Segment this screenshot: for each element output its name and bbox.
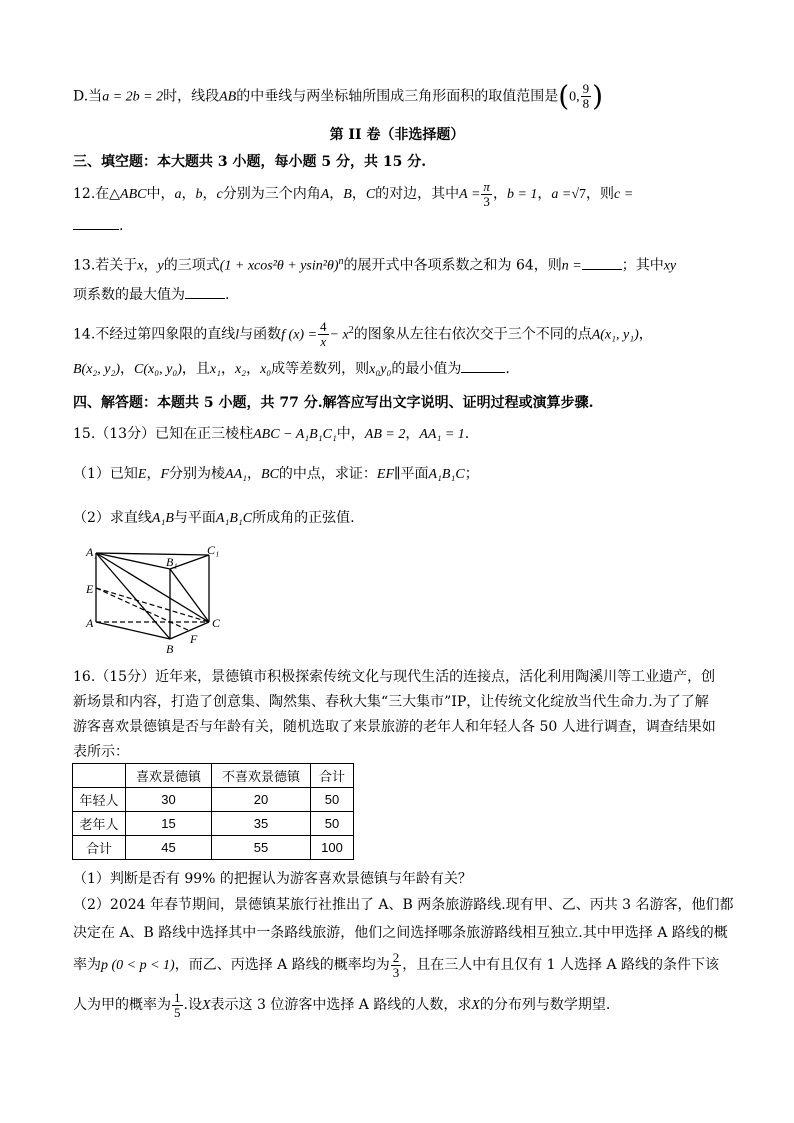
q16-p-range: p (0 < p < 1) [101, 958, 175, 973]
q14-text: 14.不经过第四象限的直线 [73, 326, 236, 343]
q16-two-thirds [391, 951, 402, 980]
q14-point-a: A(x₁, y₁) [591, 327, 639, 343]
q13-expression: (1 + xcos²θ + ysin²θ) [219, 258, 339, 274]
table-cell: 35 [212, 812, 311, 836]
table-row [73, 812, 354, 836]
q14-x0y0: x₀y₀ [369, 362, 392, 377]
q15-ab: AB = 2 [364, 427, 406, 442]
q12-text: ，则 [586, 186, 615, 202]
q14-text: 与函数 [239, 326, 282, 343]
option-d-rest: 的中垂线与两坐标轴所围成三角形面积的取值范围是 [236, 88, 559, 105]
q14-frac [318, 320, 329, 349]
frac-den: 8 [582, 96, 590, 111]
q16-frac-den: 5 [174, 1004, 181, 1020]
option-d-condition: a = 2b = 2 [102, 89, 164, 105]
q16-frac-num: 1 [174, 989, 181, 1005]
q13-exponent: n [338, 256, 344, 267]
table-cell: 30 [126, 788, 212, 812]
q15-part1 [73, 464, 718, 485]
q12-three: 3 [483, 193, 490, 209]
q14-text: ， [120, 361, 135, 377]
q12-angle-a: A [320, 187, 330, 202]
q16-one-fifth [172, 991, 183, 1020]
label-c1: C₁ [207, 545, 220, 557]
q12-text: 12.在 [73, 186, 110, 202]
label-c: C [212, 616, 221, 630]
q14-line2 [73, 358, 718, 380]
table-cell: 年轻人 [73, 788, 126, 812]
survey-table [72, 763, 354, 860]
q14-text: 的图象从左往右依次交于三个不同的点 [353, 326, 592, 343]
label-b: B [166, 642, 174, 656]
q12-triangle: △ABC [109, 187, 147, 202]
q16-text: 率为 [73, 957, 101, 973]
q14-l: l [235, 327, 240, 343]
q14-text: 成等差数列，则 [271, 361, 370, 377]
q13-y: y [157, 258, 164, 274]
interval-left: 0, [569, 89, 580, 105]
label-b1: B₁ [166, 555, 178, 569]
table-header-cell [73, 764, 126, 788]
q16-line4: 表所示： [73, 744, 129, 760]
q16-text: 表示这 3 位游客中选择 A 路线的人数，求 [210, 997, 472, 1013]
label-a: A [86, 616, 94, 630]
table-cell: 50 [311, 788, 354, 812]
q15-aa1: AA₁ = 1 [419, 427, 465, 442]
q14-text: ， [246, 361, 261, 377]
q15-text: ， [146, 466, 161, 482]
q16-line3: 游客喜欢景德镇是否与年龄有关，随机选取了来景旅游的老年人和年轻人各 50 人进行调查，调查结果如 [73, 719, 716, 735]
edge-b1c [170, 569, 209, 622]
q16-text: 的分布列与数学期望. [479, 997, 611, 1013]
q13-text: ；其中 [621, 257, 664, 274]
paren-left: ( [558, 79, 570, 113]
q13-text: 13.若关于 [73, 257, 138, 274]
q12-pi: π [483, 178, 490, 194]
q13-line1 [73, 252, 718, 277]
q12-end: . [119, 218, 124, 234]
edge-ef-hidden [96, 588, 190, 631]
q14-text: ， [638, 326, 653, 343]
q15-text: 与平面 [173, 510, 216, 526]
q12-text: ， [537, 186, 552, 202]
q15-plane2: A₁B₁C [215, 511, 253, 526]
q13-line2 [73, 284, 718, 305]
q13-x: x [137, 258, 144, 274]
q14-x1: x₁ [209, 362, 221, 377]
q12-line1 [73, 178, 718, 211]
q13-text: 的三项式 [163, 257, 220, 274]
q12-angle-c: C [365, 187, 376, 202]
q13-text: 项系数的最大值为 [73, 287, 185, 303]
table-header-cell: 喜欢景德镇 [126, 764, 212, 788]
q12-c-eq: c = [614, 187, 634, 202]
q15-bc: BC [261, 467, 279, 482]
q12-var-c: c [216, 187, 223, 202]
q16-text: .设 [183, 997, 202, 1013]
q12-text: ， [202, 186, 217, 202]
q15-prism: ABC − A₁B₁C₁ [253, 427, 337, 442]
q14-text: ，且 [181, 361, 210, 377]
q16-line1: 16.（15分）近年来，景德镇市积极探索传统文化与现代生活的连接点，活化利用陶溪川等工业遗产，创 [73, 669, 716, 685]
q15-text: 平面 [400, 466, 429, 482]
table-header-cell: 不喜欢景德镇 [212, 764, 311, 788]
q13-end: . [225, 287, 230, 303]
q14-num: 4 [320, 319, 327, 335]
table-cell: 55 [212, 836, 311, 860]
table-header-cell: 合计 [311, 764, 354, 788]
q12-b-eq: b = 1 [506, 187, 538, 202]
table-cell: 100 [311, 836, 354, 860]
q12-text: ， [351, 186, 366, 202]
q14-x2: x₂ [234, 362, 247, 377]
q16-part2-line1: （2）2024 年春节期间，景德镇某旅行社推出了 A、B 两条旅游路线.现有甲、乙、丙共 3 名游客，他们都 [73, 897, 734, 913]
paren-right: ) [592, 79, 604, 113]
q16-text: ，而乙、丙选择 A 路线的概率均为 [174, 957, 390, 973]
edge-a1c1 [96, 553, 209, 555]
q15-text: 15.（13分）已知在正三棱柱 [73, 426, 254, 442]
q15-text: 的中点，求证： [278, 466, 377, 482]
table-cell: 45 [126, 836, 212, 860]
edge-a1c [96, 553, 209, 622]
q14-x0: x₀ [260, 362, 272, 377]
q16-text: 人为甲的概率为 [73, 997, 171, 1013]
q13-n-eq: n = [561, 258, 582, 274]
q14-answer-blank[interactable] [461, 358, 505, 373]
q15-plane: A₁B₁C [428, 467, 465, 482]
q14-f: f (x) = [281, 327, 318, 343]
q16-part2-line4 [73, 990, 718, 1021]
table-cell: 老年人 [73, 812, 126, 836]
prism-figure [84, 545, 234, 657]
q16-line2: 新场景和内容，打造了创意集、陶然集、春秋大集“三大集市”IP，让传统文化绽放当代生命力.为了了解 [73, 694, 709, 710]
q12-a-val: a = [551, 187, 572, 202]
q16-frac-num: 2 [392, 949, 400, 965]
q13-text: 的展开式中各项系数之和为 64，则 [343, 257, 562, 274]
q16-part1: （1）判断是否有 99% 的把握认为游客喜欢景德镇与年龄有关？ [73, 871, 472, 887]
option-d [73, 79, 718, 113]
q15-aa1-edge: AA₁ [225, 467, 248, 482]
table-header-row [73, 764, 354, 788]
option-d-segment: AB [219, 89, 237, 105]
q16-part2-line3 [73, 950, 718, 981]
edge-ec-hidden [96, 588, 209, 622]
q13-blank-2[interactable] [185, 284, 225, 299]
q12-answer-blank[interactable] [73, 215, 119, 230]
option-d-mid: 时，线段 [163, 88, 220, 105]
q15-ef: EF [376, 467, 395, 482]
q15-text: ； [464, 466, 479, 482]
q16-text: ，且在三人中有且仅有 1 人选择 A 路线的条件下该 [402, 957, 720, 973]
q15-part2 [73, 508, 718, 529]
q12-angle-b: B [343, 187, 352, 202]
q12-text: ， [181, 186, 196, 202]
q14-end: . [505, 361, 510, 377]
q14-point-c: C(x₀, y₀) [134, 362, 182, 377]
part2-title: 第 II 卷（非选择题） [329, 127, 465, 143]
q14-text: ， [220, 361, 235, 377]
q16-frac-den: 3 [392, 964, 400, 980]
q15-f: F [160, 467, 170, 482]
option-d-prefix: D.当 [73, 88, 103, 105]
q12-a-eq: A = [459, 187, 481, 202]
q12-text: 分别为三个内角 [222, 186, 321, 202]
frac-num: 9 [582, 81, 590, 96]
q12-text: ， [492, 186, 507, 202]
q15-text: . [464, 426, 470, 442]
q13-xy: xy [663, 258, 677, 274]
q14-point-b: B(x₂, y₂) [73, 362, 121, 377]
q12-sqrt7: √7 [571, 187, 587, 202]
q12-var-a: a [174, 187, 182, 202]
q16-x: X [201, 998, 211, 1013]
q15-head [73, 424, 718, 445]
q14-sup: 2 [348, 325, 354, 336]
q15-e: E [137, 467, 147, 482]
table-cell: 50 [311, 812, 354, 836]
interval-fraction [581, 82, 592, 111]
q15-text: 所成角的正弦值. [252, 510, 355, 526]
q12-text: 中， [146, 186, 175, 202]
q14-text: 的最小值为 [391, 361, 462, 377]
table-row [73, 788, 354, 812]
q12-var-b: b [195, 187, 203, 202]
q15-text: 中， [336, 426, 365, 442]
edge-a1b [96, 553, 170, 639]
q13-text: ， [143, 257, 158, 274]
q16-part2-line2: 决定在 A、B 路线中选择其中一条路线旅游，他们之间选择哪条旅游路线相互独立.其中甲选择 A 路线的概 [73, 925, 728, 941]
q12-text: ， [329, 186, 344, 202]
table-cell: 合计 [73, 836, 126, 860]
label-a1: A₁ [86, 545, 98, 559]
edge-ab [96, 622, 170, 639]
q13-blank-1[interactable] [582, 255, 622, 270]
section3-title: 三、填空题：本大题共 3 小题，每小题 5 分，共 15 分. [73, 154, 427, 170]
q12-text: 的对边，其中 [375, 186, 460, 202]
q15-text: ， [247, 466, 262, 482]
q15-text: 分别为棱 [169, 466, 226, 482]
q16-x: X [471, 998, 480, 1013]
table-row [73, 836, 354, 860]
q15-text: ， [405, 426, 420, 442]
section4-title: 四、解答题：本题共 5 小题，共 77 分.解答应写出文字说明、证明过程或演算步骤. [73, 395, 594, 411]
q15-parallel: ∥ [394, 467, 401, 482]
q14-den: x [320, 334, 327, 350]
label-e: E [86, 582, 94, 596]
q14-minus-x: − x [329, 327, 349, 343]
table-cell: 20 [212, 788, 311, 812]
q15-text: （2）求直线 [73, 510, 152, 526]
q14-line1 [73, 315, 718, 352]
table-cell: 15 [126, 812, 212, 836]
q12-pi-over-3 [481, 180, 492, 209]
label-f: F [190, 632, 198, 646]
q15-a1b: A₁B [151, 511, 174, 526]
q12-line2 [73, 215, 718, 236]
q15-text: （1）已知 [73, 466, 138, 482]
